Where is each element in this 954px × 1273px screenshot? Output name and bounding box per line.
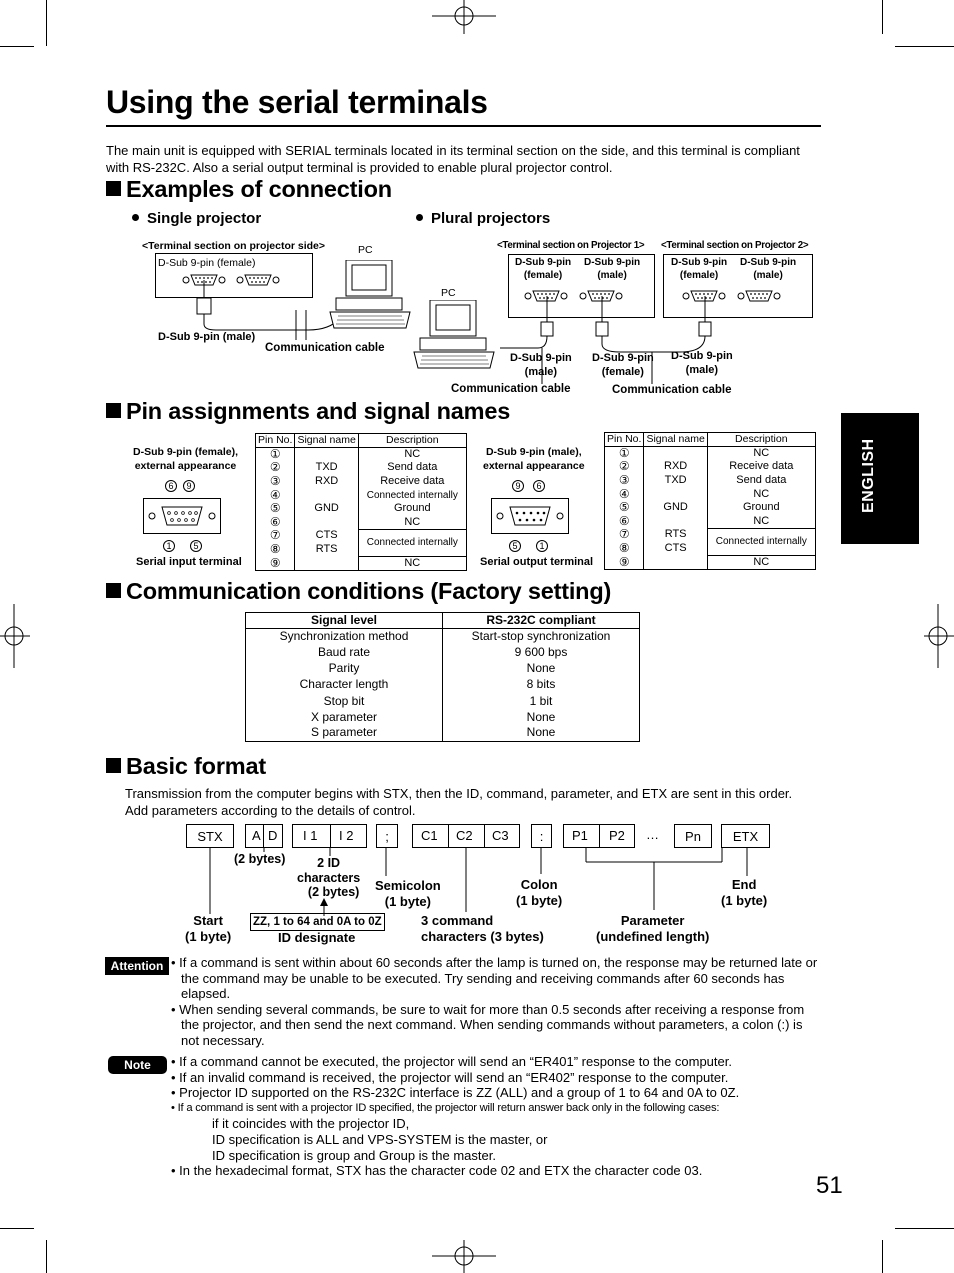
table-row: ⑨ NC — [256, 556, 467, 570]
registration-mark-bottom — [432, 1240, 496, 1273]
crop-mark — [882, 1240, 883, 1273]
format-description: Transmission from the computer begins with STX, then the ID, command, parameter, and ETX are sent in this order. Add parameters according to the details of control. — [125, 786, 793, 818]
section-examples-heading: Examples of connection — [106, 176, 392, 203]
id-designate-label: ID designate — [278, 930, 356, 945]
table-row: Parity None — [246, 661, 640, 677]
output-pin-table: Pin No. Signal name Description ① NC ② RXD Receive data ③ TXD Send data ④ NC ⑤ GND Ground ⑥ NC ⑦ RTS Connected internally ⑧ CTS ⑨ NC — [604, 432, 816, 570]
table-row: ⑤ GND Ground — [256, 502, 467, 516]
list-item: • If a command is sent with a projector ID specified, the projector will return answer back only in the following cases: — [171, 1101, 720, 1114]
table-row: ⑦ CTS Connected internally — [256, 529, 467, 543]
crop-mark — [46, 1240, 47, 1273]
pc-computer-icon — [412, 300, 496, 370]
table-row: ② TXD Send data — [256, 461, 467, 475]
square-bullet-icon — [106, 758, 121, 773]
input-pin-table: Pin No. Signal name Description ① NC ② TXD Send data ③ RXD Receive data ④ Connected internally ⑤ GND Ground ⑥ NC ⑦ CTS Connected internally ⑧ RTS ⑨ NC — [255, 433, 467, 571]
plural-connector1-label: D-Sub 9-pin (male) — [510, 352, 572, 378]
output-top-pin-numbers: 9 6 — [512, 480, 545, 492]
table-row: ⑧ CTS — [605, 542, 816, 556]
square-bullet-icon — [106, 403, 121, 418]
square-bullet-icon — [106, 181, 121, 196]
list-sub-item: ID specification is ALL and VPS-SYSTEM is the master, or — [212, 1131, 548, 1147]
pc-computer-icon — [328, 260, 412, 330]
crop-mark — [0, 1228, 34, 1229]
output-bottom-pin-numbers: 5 1 — [509, 540, 548, 552]
table-row: ⑥ NC — [256, 515, 467, 529]
table-row: ③ RXD Receive data — [256, 475, 467, 489]
plural-projectors-heading: Plural projectors — [416, 210, 550, 227]
table-row: Synchronization method Start-stop synchronization — [246, 629, 640, 645]
format-id-cell: I 1 I 2 — [292, 824, 367, 848]
parameter-label: Parameter (undefined length) — [596, 913, 710, 944]
p2-port1-label: D-Sub 9-pin (female) — [671, 257, 728, 281]
output-connector-icon — [491, 498, 569, 534]
list-item: • In the hexadecimal format, STX has the character code 02 and ETX the character code 03. — [171, 1163, 703, 1179]
input-appearance-label: D-Sub 9-pin (female), external appearance — [133, 446, 239, 472]
table-row: S parameter None — [246, 725, 640, 741]
attention-list — [171, 955, 821, 1049]
end-label: End (1 byte) — [721, 877, 768, 908]
section-pins-heading: Pin assignments and signal names — [106, 398, 510, 425]
command-label: 3 command characters (3 bytes) — [421, 913, 544, 944]
crop-mark — [882, 0, 883, 34]
note-badge: Note — [108, 1056, 167, 1074]
input-caption: Serial input terminal — [136, 556, 242, 568]
list-item: • If a command cannot be executed, the projector will send an “ER401” response to the computer. — [171, 1054, 732, 1069]
single-cable-label: Communication cable — [265, 342, 385, 354]
square-bullet-icon — [106, 583, 121, 598]
plural-connector3-label: D-Sub 9-pin (male) — [671, 350, 733, 376]
crop-mark — [46, 0, 47, 46]
output-caption: Serial output terminal — [480, 556, 594, 568]
format-semicolon-cell: ; — [376, 824, 398, 848]
table-row: ④ NC — [605, 487, 816, 501]
plural-cable2-label: Communication cable — [612, 384, 732, 396]
format-command-cell: C1 C2 C3 — [412, 824, 520, 848]
output-appearance-label: D-Sub 9-pin (male), external appearance — [483, 446, 585, 472]
crop-mark — [0, 46, 34, 47]
format-ad-cell: A D — [245, 824, 283, 848]
table-row: ③ TXD Send data — [605, 474, 816, 488]
registration-mark-left — [0, 604, 30, 668]
table-row: ② RXD Receive data — [605, 460, 816, 474]
title-rule — [106, 125, 821, 127]
crop-mark — [895, 46, 954, 47]
table-row: ① NC — [256, 448, 467, 462]
table-row: Stop bit 1 bit — [246, 693, 640, 709]
format-colon-cell: : — [531, 824, 552, 848]
page-number: 51 — [816, 1172, 843, 1199]
attention-badge: Attention — [105, 957, 169, 975]
format-stx-cell: STX — [186, 824, 234, 848]
single-dsub-female-label: D-Sub 9-pin (female) — [158, 257, 256, 269]
intro-paragraph: The main unit is equipped with SERIAL terminals located in its terminal section on the side, and this terminal is compliant with RS-232C. Also a serial output terminal is provided to enable plural projector control. — [106, 143, 800, 175]
section-conditions-heading: Communication conditions (Factory setting) — [106, 578, 611, 605]
table-row: ⑥ NC — [605, 514, 816, 528]
registration-mark-right — [924, 604, 954, 668]
semicolon-label: Semicolon (1 byte) — [375, 878, 441, 909]
p1-port2-label: D-Sub 9-pin (male) — [584, 257, 641, 281]
table-row: ⑨ NC — [605, 555, 816, 569]
plural-terminal1-label: <Terminal section on Projector 1> — [497, 240, 645, 251]
bullet-icon — [132, 214, 139, 221]
plural-pc-label: PC — [441, 287, 456, 299]
registration-mark-top — [432, 0, 496, 36]
format-ellipsis: … — [646, 827, 659, 842]
format-param-cell: P1 P2 — [563, 824, 635, 848]
list-sub-item: ID specification is group and Group is the master. — [212, 1147, 496, 1163]
note-list — [171, 1054, 821, 1179]
zz-range-label: ZZ, 1 to 64 and 0A to 0Z — [250, 913, 385, 931]
id-chars-label: 2 ID characters (2 bytes) — [297, 856, 361, 899]
colon-label: Colon (1 byte) — [516, 877, 563, 908]
table-row: ④ Connected internally — [256, 488, 467, 502]
single-terminal-label: <Terminal section on projector side> — [142, 240, 326, 252]
table-row: Character length 8 bits — [246, 677, 640, 693]
ad-bytes-label: (2 bytes) — [234, 852, 286, 866]
list-item: • Projector ID supported on the RS-232C interface is ZZ (ALL) and a group of 1 to 64 and 0A to 0Z. — [171, 1085, 740, 1101]
list-sub-item: if it coincides with the projector ID, — [212, 1116, 410, 1132]
conditions-table: Signal level RS-232C compliant Synchronization method Start-stop synchronization Baud rate 9 600 bps Parity None Character length 8 bits Stop bit 1 bit X parameter None S parameter None — [245, 612, 640, 742]
page-title: Using the serial terminals — [106, 84, 488, 120]
table-row: ⑦ RTS Connected internally — [605, 528, 816, 542]
table-row: ⑧ RTS — [256, 543, 467, 557]
language-tab-label: ENGLISH — [860, 438, 877, 513]
plural-connector2-label: D-Sub 9-pin (female) — [592, 352, 654, 378]
list-item: • If a command is sent within about 60 seconds after the lamp is turned on, the response may be returned late or the command may be unable to be executed. Try sending and receiving commands after 60 seconds has elapsed. — [171, 955, 818, 1002]
format-pn-cell: Pn — [674, 824, 712, 848]
list-item: • When sending several commands, be sure to wait for more than 0.5 seconds after receiving a response from the projector, and then send the next command. When sending commands without parameters, a colon (:) is not necessary. — [171, 1001, 805, 1048]
table-row: ⑤ GND Ground — [605, 501, 816, 515]
start-label: Start (1 byte) — [185, 913, 232, 944]
section-format-heading: Basic format — [106, 753, 266, 780]
input-top-pin-numbers: 6 9 — [165, 480, 195, 492]
serial-port-icon — [737, 288, 781, 304]
language-tab — [841, 413, 919, 544]
list-item: • If an invalid command is received, the projector will send an “ER402” response to the computer. — [171, 1069, 729, 1085]
p1-port1-label: D-Sub 9-pin (female) — [515, 257, 572, 281]
single-pc-label: PC — [358, 244, 373, 256]
table-row: ① NC — [605, 447, 816, 461]
format-etx-cell: ETX — [721, 824, 770, 848]
table-row: X parameter None — [246, 709, 640, 725]
plural-cable1-label: Communication cable — [451, 383, 571, 395]
plural-terminal2-label: <Terminal section on Projector 2> — [661, 240, 809, 251]
single-projector-heading: Single projector — [132, 210, 261, 227]
table-row: Baud rate 9 600 bps — [246, 645, 640, 661]
p2-port2-label: D-Sub 9-pin (male) — [740, 257, 797, 281]
input-connector-icon — [143, 498, 221, 534]
bullet-icon — [416, 214, 423, 221]
crop-mark — [895, 1228, 954, 1229]
single-dsub-male-label: D-Sub 9-pin (male) — [158, 331, 256, 343]
input-bottom-pin-numbers: 1 5 — [163, 540, 202, 552]
